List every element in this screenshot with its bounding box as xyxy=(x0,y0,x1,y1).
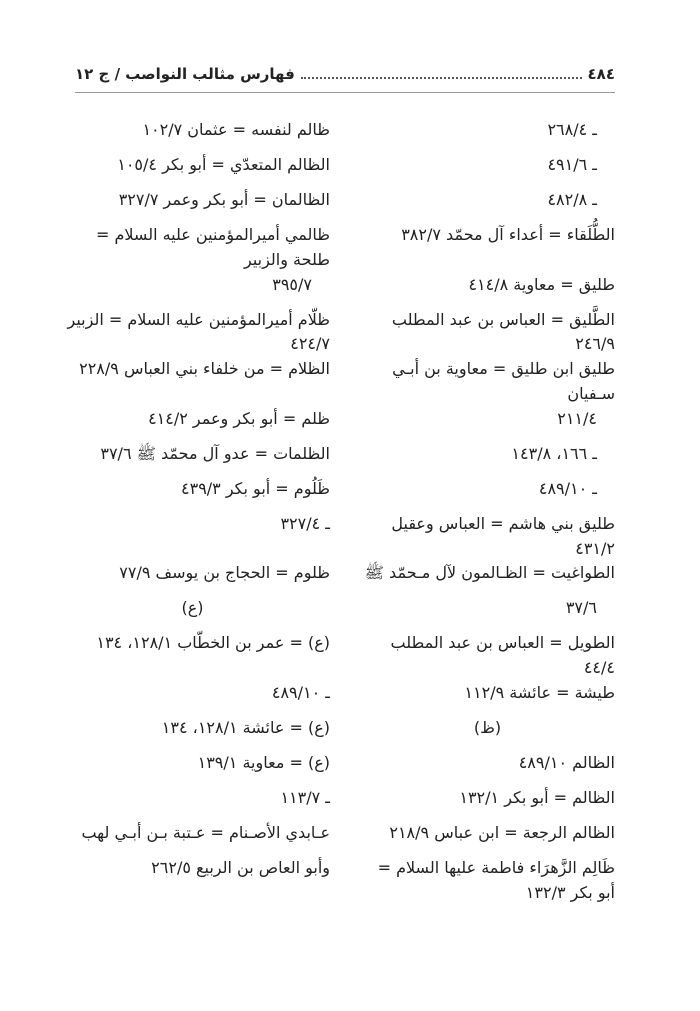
index-entry-right: الطويل = العباس بن عبد المطلب ٤٤/٤ xyxy=(390,633,615,678)
index-entry-right: ـ ٤٩١/٦ xyxy=(547,155,597,174)
index-entry-right: ظَالِم الزَّهرَاء فاطمة عليها السلام = أبو بكر ١٣٢/٣ xyxy=(377,857,615,902)
index-entry-right: طليق ابن طليق = معاوية بن أبـي سـفيان xyxy=(392,359,615,403)
index-entry-right: ـ ٤٨٢/٨ xyxy=(547,190,597,209)
index-entry-left: ـ ٤٨٩/١٠ xyxy=(271,682,330,702)
page-number: ٤٨٤ xyxy=(587,65,615,83)
leader-dots xyxy=(301,77,582,79)
index-entry-right: الطُّلَقاء = أعداء آل محمّد ٣٨٢/٧ xyxy=(401,225,615,244)
index-entry-left: (ع) = معاوية ١٣٩/١ xyxy=(197,752,330,772)
index-entry-left: وأبو العاص بن الربيع ٢٦٢/٥ xyxy=(151,857,330,877)
index-entry-left: الظالمان = أبو بكر وعمر ٣٢٧/٧ xyxy=(118,190,330,209)
index-entry-left: ظالم لنفسه = عثمان ١٠٢/٧ xyxy=(142,120,330,139)
index-entry-left: ـ ٣٢٧/٤ xyxy=(280,513,330,533)
index-entry-left: ظالمي أميرالمؤمنين عليه السلام = طلحة والزبير xyxy=(95,225,330,269)
index-entry-left: الظلمات = عدو آل محمّد ﷺ ٣٧/٦ xyxy=(100,443,330,463)
index-entry-right: طيشة = عائشة ١١٢/٩ xyxy=(464,682,615,702)
index-entry-left: (ع) = عائشة ١٢٨/١، ١٣٤ xyxy=(161,717,330,737)
index-entry-right: الظالم الرجعة = ابن عباس ٢١٨/٩ xyxy=(389,822,615,842)
index-entry-right: الظالم = أبو بكر ١٣٢/١ xyxy=(459,787,615,807)
index-entry-right: طليق بني هاشم = العباس وعقيل ٤٣١/٢ xyxy=(391,513,615,558)
index-entry-left: ظلوم = الحجاج بن يوسف ٧٧/٩ xyxy=(119,563,330,583)
header-title: فهارس مثالب النواصب / ج ١٢ xyxy=(75,65,295,83)
index-entry-right: ـ ٢٦٨/٤ xyxy=(547,120,597,139)
index-entry-right: الطَّليق = العباس بن عبد المطلب ٢٤٦/٩ xyxy=(391,309,615,354)
index-entry-right: طليق = معاوية ٤١٤/٨ xyxy=(468,274,615,294)
index-entry-left: ٣٩٥/٧ xyxy=(272,274,312,294)
index-entry-right: ـ ٤٨٩/١٠ xyxy=(538,478,597,498)
index-entry-left: الظلام = من خلفاء بني العباس ٢٢٨/٩ xyxy=(79,359,330,379)
index-columns xyxy=(55,118,615,906)
index-entry-right: ـ ١٦٦، ١٤٣/٨ xyxy=(511,443,597,463)
index-entry-left: ظلّام أميرالمؤمنين عليه السلام = الزبير ٤٢٤/٧ xyxy=(67,309,330,354)
index-entry-left: ظَلُوم = أبو بكر ٤٣٩/٣ xyxy=(181,478,330,498)
index-entry-right: ٢١١/٤ xyxy=(557,408,597,428)
index-entry-right: ٣٧/٦ xyxy=(565,598,597,618)
index-entry-left: (ع) xyxy=(181,598,204,618)
index-entry-right: الطواغيت = الظـالمون لآل مـحمّد ﷺ xyxy=(364,563,615,583)
index-entry-left: ظلم = أبو بكر وعمر ٤١٤/٢ xyxy=(148,408,330,428)
running-header xyxy=(75,62,615,86)
index-entry-left: ـ ١١٣/٧ xyxy=(280,787,330,807)
header-rule xyxy=(75,92,615,93)
index-entry-left: الظالم المتعدّي = أبو بكر ١٠٥/٤ xyxy=(117,155,330,174)
index-entry-right: الظالم ٤٨٩/١٠ xyxy=(518,752,615,772)
index-entry-left: عـابدي الأصـنام = عـتبة بـن أبـي لهب xyxy=(81,822,330,842)
index-entry-left: (ع) = عمر بن الخطّاب ١٢٨/١، ١٣٤ xyxy=(96,633,330,653)
index-entry-right: (ظ) xyxy=(473,717,502,737)
